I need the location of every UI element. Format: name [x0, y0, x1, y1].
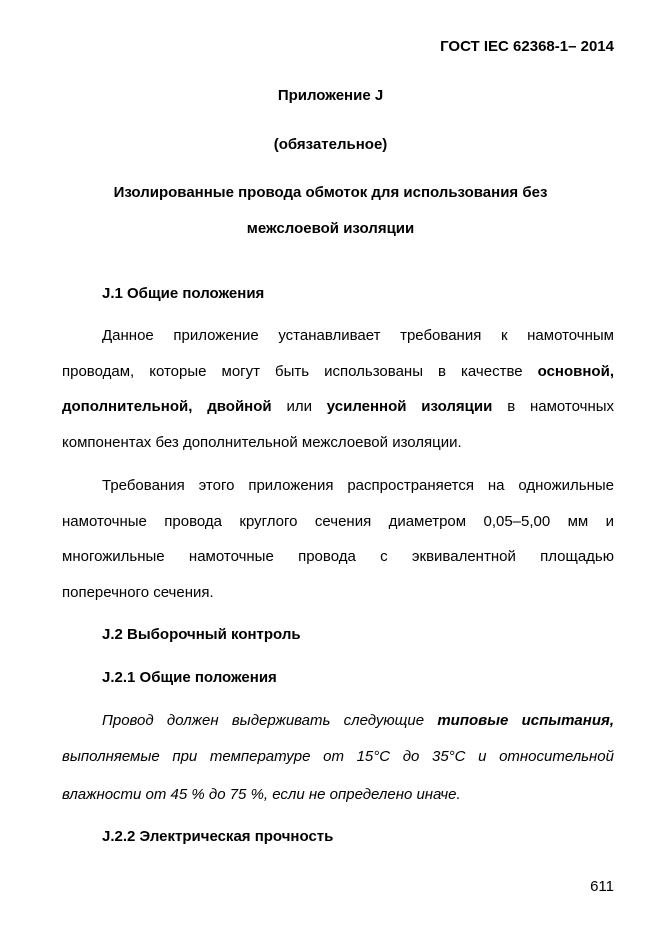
annex-heading-line2: межслоевой изоляции	[246, 220, 415, 237]
j1-para1-line1: Данное приложение устанавливает требования к намоточным	[102, 327, 614, 344]
term-supplementary: дополнительной,	[62, 398, 193, 415]
word-in-wound: в намоточных	[507, 398, 615, 415]
j1-para2-line1: Требования этого приложения распространяется на одножильные	[102, 477, 614, 494]
standard-designation: ГОСТ IEC 62368-1– 2014	[440, 38, 614, 55]
term-reinforced-insulation: усиленной изоляции	[326, 398, 493, 415]
j1-para2-line3: многожильные намоточные провода с эквивалентной площадью	[62, 548, 614, 565]
section-j1-heading: J.1 Общие положения	[102, 285, 265, 302]
j1-para2-line2: намоточные провода круглого сечения диаметром 0,05–5,00 мм и	[62, 513, 614, 530]
j1-para1-line2-text: проводам, которые могут быть использованы в качестве	[62, 363, 538, 380]
term-type-tests: типовые испытания,	[437, 712, 614, 729]
section-j2-heading: J.2 Выборочный контроль	[102, 626, 301, 643]
term-basic-insulation: основной,	[537, 363, 614, 380]
j1-para2-line4: поперечного сечения.	[62, 584, 214, 601]
page-number: 611	[590, 878, 614, 895]
annex-status: (обязательное)	[273, 136, 388, 153]
j21-para-line2: выполняемые при температуре от 15°С до 35°С и относительной	[62, 748, 614, 765]
annex-title: Приложение J	[277, 87, 384, 104]
section-j21-heading: J.2.1 Общие положения	[102, 669, 277, 686]
j21-para-line1-text: Провод должен выдерживать следующие	[102, 712, 438, 729]
section-j22-heading: J.2.2 Электрическая прочность	[102, 828, 334, 845]
j1-para1-line4: компонентах без дополнительной межслоевой изоляции.	[62, 434, 462, 451]
word-or: или	[286, 398, 312, 415]
annex-heading-line1: Изолированные провода обмоток для использования без	[113, 184, 548, 201]
term-double: двойной	[207, 398, 272, 415]
j1-para1-line2	[62, 363, 614, 381]
j1-para1-line3	[62, 398, 614, 416]
j21-para-line3: влажности от 45 % до 75 %, если не определено иначе.	[62, 786, 461, 803]
j21-para-line1	[62, 712, 614, 730]
